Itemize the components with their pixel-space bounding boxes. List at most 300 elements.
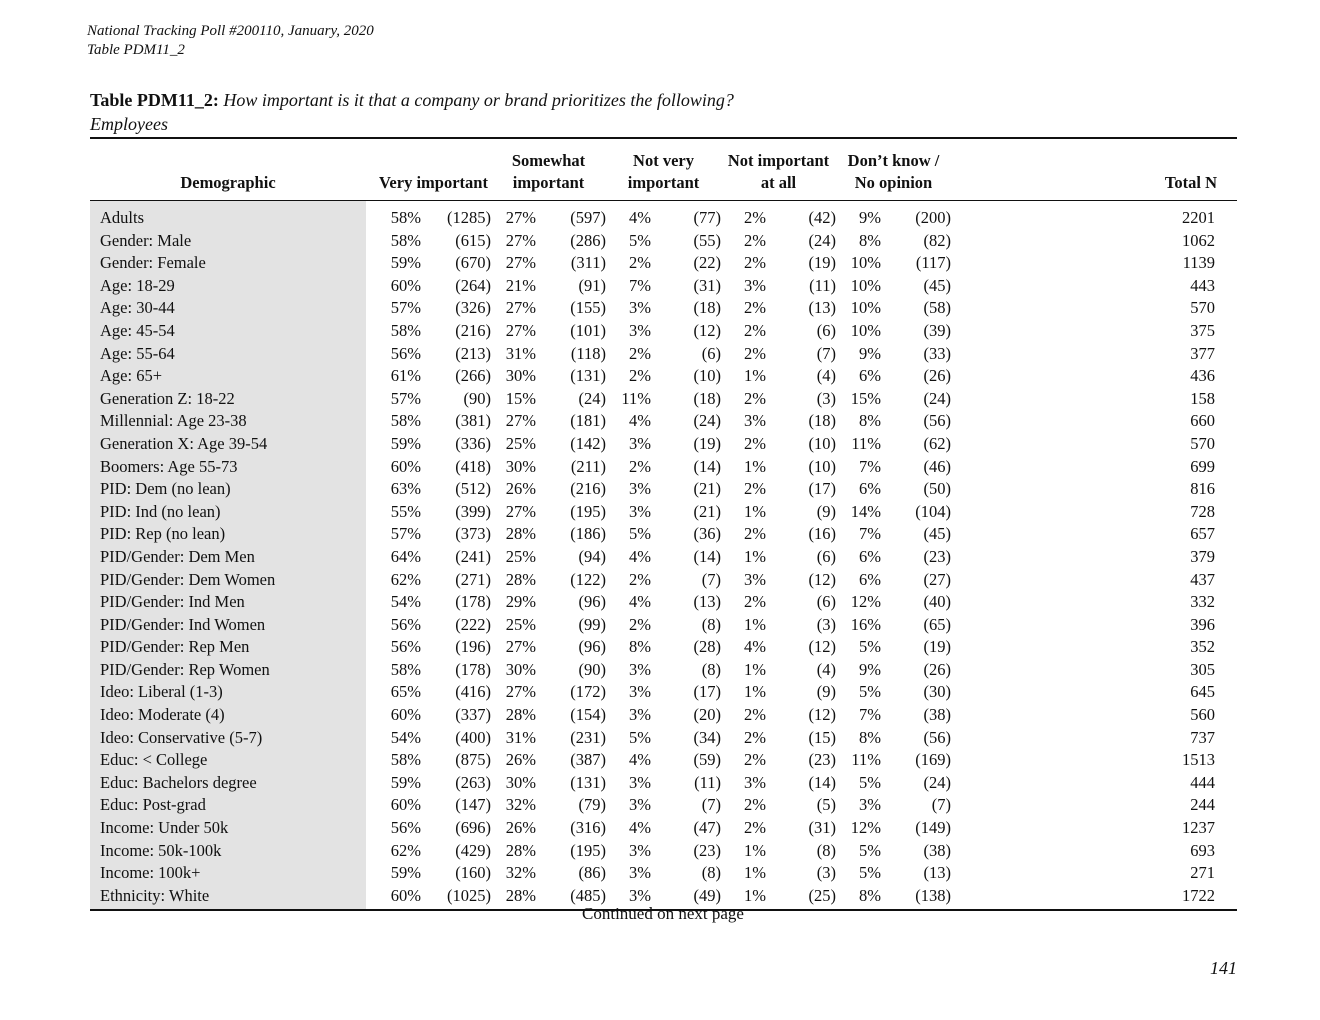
count-cell: (49) (651, 885, 721, 911)
percent-cell: 3% (859, 795, 881, 815)
count-cell: (47) (693, 818, 721, 838)
table-row (90, 636, 1237, 659)
count-cell: (178) (455, 659, 491, 679)
percent-cell: 27% (505, 501, 536, 521)
percent-cell: 4% (629, 208, 651, 227)
row-label: Age: 18-29 (90, 275, 366, 298)
percent-cell: 54% (390, 592, 421, 612)
percent-cell: 28% (491, 885, 536, 911)
count-cell: (286) (570, 230, 606, 250)
table-row (90, 614, 1237, 637)
percent-cell: 2% (744, 298, 766, 318)
spacer-cell (366, 201, 376, 230)
count-cell: (118) (570, 343, 606, 363)
table-row (90, 569, 1237, 592)
percent-cell: 60% (390, 275, 421, 295)
continued-note: Continued on next page (582, 904, 744, 923)
count-cell: (46) (923, 456, 951, 476)
count-cell: (21) (693, 479, 721, 499)
percent-cell: 2% (629, 569, 651, 589)
percent-cell: 2% (744, 479, 766, 499)
row-label: Educ: Post-grad (90, 794, 366, 817)
count-cell: (9) (816, 682, 836, 702)
count-cell: (316) (570, 818, 606, 838)
total-n-cell: 377 (1190, 343, 1215, 363)
percent-cell: 11% (621, 388, 651, 408)
count-cell: (131) (570, 366, 606, 386)
table-row (90, 523, 1237, 546)
row-label: Ideo: Liberal (1-3) (90, 681, 366, 704)
count-cell: (160) (455, 863, 491, 883)
spacer-cell (366, 365, 376, 388)
table-row (90, 456, 1237, 479)
row-label: Income: 100k+ (90, 862, 366, 885)
total-n-cell: 699 (1190, 456, 1215, 476)
percent-cell: 6% (859, 479, 881, 499)
row-label: PID/Gender: Rep Men (90, 636, 366, 659)
table-body (90, 201, 1237, 911)
table-row (90, 659, 1237, 682)
row-label: Ideo: Moderate (4) (90, 704, 366, 727)
percent-cell: 27% (505, 298, 536, 318)
total-n-cell: 352 (1190, 637, 1215, 657)
table-row (90, 230, 1237, 253)
row-label: PID/Gender: Dem Women (90, 569, 366, 592)
count-cell: (19) (923, 637, 951, 657)
count-cell: (195) (570, 840, 606, 860)
spacer-cell (366, 772, 376, 795)
row-label: Millennial: Age 23-38 (90, 410, 366, 433)
count-cell: (12) (808, 637, 836, 657)
count-cell: (429) (455, 840, 491, 860)
count-cell: (399) (455, 501, 491, 521)
header-table-id: Table PDM11_2 (87, 42, 185, 58)
table-row (90, 704, 1237, 727)
count-cell: (31) (808, 818, 836, 838)
percent-cell: 60% (390, 795, 421, 815)
spacer-cell (366, 794, 376, 817)
count-cell: (96) (578, 637, 606, 657)
percent-cell: 2% (744, 230, 766, 250)
count-cell: (264) (455, 275, 491, 295)
percent-cell: 3% (744, 275, 766, 295)
count-cell: (90) (463, 388, 491, 408)
count-cell: (27) (923, 569, 951, 589)
percent-cell: 5% (859, 772, 881, 792)
col-dont-know: Don’t know / No opinion (847, 151, 940, 192)
count-cell: (3) (816, 614, 836, 634)
percent-cell: 11% (851, 750, 881, 770)
spacer-cell (366, 501, 376, 524)
percent-cell: 64% (390, 546, 421, 566)
percent-cell: 4% (629, 750, 651, 770)
row-label: Age: 65+ (90, 365, 366, 388)
percent-cell: 28% (505, 569, 536, 589)
spacer-cell (366, 636, 376, 659)
count-cell: (39) (923, 320, 951, 340)
table-row (90, 297, 1237, 320)
row-label: Gender: Female (90, 252, 366, 275)
percent-cell: 11% (851, 433, 881, 453)
row-label: Generation Z: 18-22 (90, 388, 366, 411)
count-cell: (31) (693, 275, 721, 295)
count-cell: (147) (455, 795, 491, 815)
count-cell: (381) (455, 411, 491, 431)
percent-cell: 26% (505, 750, 536, 770)
count-cell: (24) (693, 411, 721, 431)
percent-cell: 1% (744, 614, 766, 634)
count-cell: (311) (570, 253, 606, 273)
row-label: PID: Rep (no lean) (90, 523, 366, 546)
percent-cell: 1% (721, 885, 766, 911)
total-n-cell: 396 (1190, 614, 1215, 634)
percent-cell: 10% (850, 253, 881, 273)
col-not-important-at-all: Not important at all (727, 151, 830, 192)
table-question: How important is it that a company or brand prioritizes the following? (223, 90, 734, 110)
count-cell: (104) (915, 501, 951, 521)
table-row (90, 275, 1237, 298)
count-cell: (38) (923, 840, 951, 860)
count-cell: (10) (808, 456, 836, 476)
count-cell: (149) (915, 818, 951, 838)
percent-cell: 2% (744, 433, 766, 453)
count-cell: (597) (570, 208, 606, 227)
table-row (90, 365, 1237, 388)
total-n-cell: 693 (1190, 840, 1215, 860)
count-cell: (373) (455, 524, 491, 544)
percent-cell: 60% (376, 885, 421, 911)
percent-cell: 57% (390, 298, 421, 318)
percent-cell: 56% (390, 637, 421, 657)
spacer-cell (366, 659, 376, 682)
percent-cell: 4% (629, 592, 651, 612)
percent-cell: 58% (390, 750, 421, 770)
count-cell: (10) (808, 433, 836, 453)
count-cell: (336) (455, 433, 491, 453)
count-cell: (3) (816, 863, 836, 883)
percent-cell: 26% (505, 818, 536, 838)
total-n-cell: 1139 (1182, 253, 1215, 273)
percent-cell: 6% (859, 366, 881, 386)
count-cell: (169) (915, 750, 951, 770)
count-cell: (82) (923, 230, 951, 250)
count-cell: (271) (455, 569, 491, 589)
count-cell: (8) (701, 863, 721, 883)
count-cell: (14) (693, 456, 721, 476)
percent-cell: 8% (836, 885, 881, 911)
percent-cell: 2% (629, 366, 651, 386)
percent-cell: 58% (390, 411, 421, 431)
percent-cell: 31% (505, 343, 536, 363)
percent-cell: 2% (744, 388, 766, 408)
table-row (90, 727, 1237, 750)
table-row (90, 478, 1237, 501)
count-cell: (263) (455, 772, 491, 792)
row-label: Educ: < College (90, 749, 366, 772)
count-cell: (4) (816, 659, 836, 679)
count-cell: (50) (923, 479, 951, 499)
count-cell: (216) (455, 320, 491, 340)
table-row (90, 772, 1237, 795)
percent-cell: 32% (505, 863, 536, 883)
count-cell: (56) (923, 727, 951, 747)
percent-cell: 28% (505, 705, 536, 725)
count-cell: (79) (578, 795, 606, 815)
percent-cell: 4% (744, 637, 766, 657)
total-n-cell: 728 (1190, 501, 1215, 521)
count-cell: (99) (578, 614, 606, 634)
total-n-cell: 1237 (1182, 818, 1215, 838)
col-not-very-important: Not very important (627, 151, 700, 192)
count-cell: (34) (693, 727, 721, 747)
percent-cell: 30% (505, 659, 536, 679)
percent-cell: 9% (859, 343, 881, 363)
spacer-cell (366, 704, 376, 727)
percent-cell: 1% (744, 546, 766, 566)
total-n-cell: 737 (1190, 727, 1215, 747)
percent-cell: 57% (390, 388, 421, 408)
row-label: Generation X: Age 39-54 (90, 433, 366, 456)
count-cell: (40) (923, 592, 951, 612)
total-n-cell: 1513 (1182, 750, 1215, 770)
percent-cell: 2% (744, 795, 766, 815)
percent-cell: 65% (390, 682, 421, 702)
total-n-cell: 1722 (951, 885, 1237, 911)
percent-cell: 2% (744, 524, 766, 544)
percent-cell: 5% (629, 524, 651, 544)
table-row (90, 252, 1237, 275)
percent-cell: 3% (744, 772, 766, 792)
row-label: Educ: Bachelors degree (90, 772, 366, 795)
percent-cell: 5% (629, 727, 651, 747)
count-cell: (22) (693, 253, 721, 273)
row-label: Age: 45-54 (90, 320, 366, 343)
count-cell: (196) (455, 637, 491, 657)
row-label: PID: Dem (no lean) (90, 478, 366, 501)
percent-cell: 1% (744, 840, 766, 860)
count-cell: (56) (923, 411, 951, 431)
percent-cell: 3% (629, 433, 651, 453)
page-number: 141 (1210, 958, 1237, 978)
percent-cell: 4% (629, 546, 651, 566)
count-cell: (7) (701, 795, 721, 815)
percent-cell: 4% (629, 818, 651, 838)
percent-cell: 2% (744, 592, 766, 612)
count-cell: (90) (578, 659, 606, 679)
percent-cell: 27% (505, 320, 536, 340)
row-label: Income: Under 50k (90, 817, 366, 840)
count-cell: (65) (923, 614, 951, 634)
count-cell: (59) (693, 750, 721, 770)
percent-cell: 3% (629, 795, 651, 815)
count-cell: (142) (570, 433, 606, 453)
spacer-cell (366, 840, 376, 863)
row-label: PID/Gender: Ind Men (90, 591, 366, 614)
percent-cell: 1% (744, 456, 766, 476)
percent-cell: 4% (629, 411, 651, 431)
percent-cell: 7% (859, 705, 881, 725)
header-poll-name: National Tracking Poll #200110, January, 2020 (87, 23, 374, 39)
percent-cell: 2% (744, 343, 766, 363)
count-cell: (91) (578, 275, 606, 295)
count-cell: (21) (693, 501, 721, 521)
total-n-cell: 379 (1190, 546, 1215, 566)
spacer-cell (366, 320, 376, 343)
total-n-cell: 375 (1190, 320, 1215, 340)
count-cell: (4) (816, 366, 836, 386)
count-cell: (670) (455, 253, 491, 273)
count-cell: (13) (808, 298, 836, 318)
table-row (90, 433, 1237, 456)
spacer-cell (366, 817, 376, 840)
row-label: Adults (90, 201, 366, 230)
count-cell: (26) (923, 366, 951, 386)
percent-cell: 16% (850, 614, 881, 634)
count-cell: (17) (693, 682, 721, 702)
percent-cell: 63% (390, 479, 421, 499)
table-row (90, 201, 1237, 230)
count-cell: (181) (570, 411, 606, 431)
percent-cell: 15% (505, 388, 536, 408)
count-cell: (416) (455, 682, 491, 702)
total-n-cell: 657 (1190, 524, 1215, 544)
percent-cell: 28% (505, 840, 536, 860)
total-n-cell: 444 (1190, 772, 1215, 792)
percent-cell: 60% (390, 456, 421, 476)
table-row (90, 794, 1237, 817)
percent-cell: 30% (505, 456, 536, 476)
percent-cell: 9% (859, 208, 881, 227)
percent-cell: 12% (850, 818, 881, 838)
count-cell: (337) (455, 705, 491, 725)
percent-cell: 2% (744, 320, 766, 340)
count-cell: (10) (693, 366, 721, 386)
count-cell: (200) (915, 208, 951, 227)
percent-cell: 58% (390, 320, 421, 340)
row-label: PID/Gender: Rep Women (90, 659, 366, 682)
percent-cell: 26% (505, 479, 536, 499)
count-cell: (26) (923, 659, 951, 679)
percent-cell: 3% (629, 659, 651, 679)
percent-cell: 59% (390, 772, 421, 792)
table-row (90, 546, 1237, 569)
row-label: Age: 30-44 (90, 297, 366, 320)
percent-cell: 1% (744, 366, 766, 386)
table-row (90, 817, 1237, 840)
count-cell: (211) (570, 456, 606, 476)
count-cell: (24) (923, 772, 951, 792)
count-cell: (418) (455, 456, 491, 476)
percent-cell: 5% (859, 863, 881, 883)
count-cell: (14) (808, 772, 836, 792)
col-demographic: Demographic (180, 173, 276, 192)
count-cell: (216) (570, 479, 606, 499)
percent-cell: 3% (629, 298, 651, 318)
percent-cell: 1% (744, 501, 766, 521)
count-cell: (213) (455, 343, 491, 363)
count-cell: (25) (766, 885, 836, 911)
count-cell: (6) (816, 592, 836, 612)
count-cell: (7) (816, 343, 836, 363)
total-n-cell: 305 (1190, 659, 1215, 679)
count-cell: (96) (578, 592, 606, 612)
row-label: PID/Gender: Dem Men (90, 546, 366, 569)
percent-cell: 3% (629, 863, 651, 883)
total-n-cell: 436 (1190, 366, 1215, 386)
count-cell: (18) (693, 298, 721, 318)
percent-cell: 2% (629, 343, 651, 363)
percent-cell: 56% (390, 343, 421, 363)
count-cell: (16) (808, 524, 836, 544)
total-n-cell: 570 (1190, 433, 1215, 453)
percent-cell: 59% (390, 253, 421, 273)
percent-cell: 3% (629, 501, 651, 521)
count-cell: (615) (455, 230, 491, 250)
count-cell: (101) (570, 320, 606, 340)
total-n-cell: 645 (1190, 682, 1215, 702)
percent-cell: 28% (505, 524, 536, 544)
count-cell: (266) (455, 366, 491, 386)
count-cell: (11) (809, 275, 836, 295)
count-cell: (12) (693, 320, 721, 340)
count-cell: (178) (455, 592, 491, 612)
table-row (90, 410, 1237, 433)
percent-cell: 3% (744, 411, 766, 431)
percent-cell: 21% (505, 275, 536, 295)
count-cell: (23) (693, 840, 721, 860)
percent-cell: 27% (505, 637, 536, 657)
percent-cell: 7% (629, 275, 651, 295)
percent-cell: 61% (390, 366, 421, 386)
table-row (90, 749, 1237, 772)
col-very-important: Very important (379, 173, 488, 192)
spacer-cell (366, 862, 376, 885)
percent-cell: 1% (744, 659, 766, 679)
percent-cell: 14% (850, 501, 881, 521)
percent-cell: 1% (744, 682, 766, 702)
percent-cell: 9% (859, 659, 881, 679)
count-cell: (15) (808, 727, 836, 747)
percent-cell: 2% (629, 456, 651, 476)
spacer-cell (366, 297, 376, 320)
total-n-cell: 816 (1190, 479, 1215, 499)
percent-cell: 27% (505, 230, 536, 250)
percent-cell: 10% (850, 275, 881, 295)
count-cell: (1285) (447, 208, 491, 227)
total-n-cell: 271 (1190, 863, 1215, 883)
count-cell: (512) (455, 479, 491, 499)
percent-cell: 59% (390, 433, 421, 453)
count-cell: (36) (693, 524, 721, 544)
count-cell: (5) (816, 795, 836, 815)
count-cell: (62) (923, 433, 951, 453)
count-cell: (19) (693, 433, 721, 453)
percent-cell: 58% (390, 230, 421, 250)
table-row (90, 501, 1237, 524)
count-cell: (30) (923, 682, 951, 702)
percent-cell: 2% (744, 727, 766, 747)
table-row (90, 862, 1237, 885)
table-row (90, 591, 1237, 614)
percent-cell: 62% (390, 840, 421, 860)
percent-cell: 5% (859, 682, 881, 702)
percent-cell: 10% (850, 298, 881, 318)
spacer-cell (366, 343, 376, 366)
count-cell: (24) (578, 388, 606, 408)
row-label: PID: Ind (no lean) (90, 501, 366, 524)
percent-cell: 2% (744, 750, 766, 770)
total-n-cell: 158 (1190, 388, 1215, 408)
